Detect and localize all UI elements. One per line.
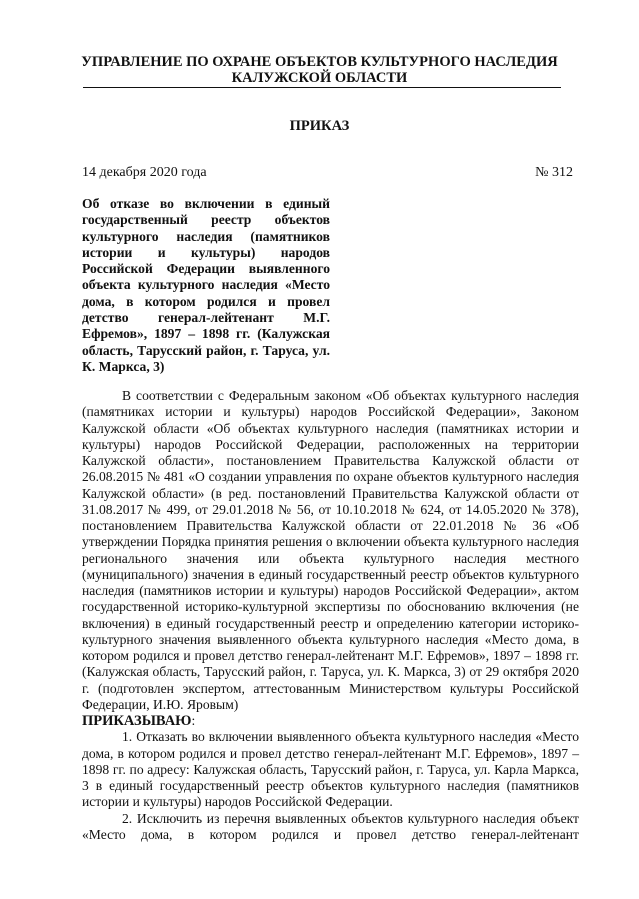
order-word-suffix: : xyxy=(191,713,196,728)
agency-name-line-2: КАЛУЖСКОЙ ОБЛАСТИ xyxy=(231,70,408,86)
order-item-2: 2. Исключить из перечня выявленных объектов культурного наследия объект «Место дома, в котором родился и провел детство генерал-лейтенант xyxy=(82,810,579,842)
document-number: № 312 xyxy=(535,165,573,180)
document-body xyxy=(82,388,579,843)
order-word-text: ПРИКАЗЫВАЮ xyxy=(82,713,192,729)
document-date: 14 декабря 2020 года xyxy=(82,165,207,180)
agency-name-line-1: УПРАВЛЕНИЕ ПО ОХРАНЕ ОБЪЕКТОВ КУЛЬТУРНОГО НАСЛЕДИЯ xyxy=(81,54,558,70)
document-subject: Об отказе во включении в единый государственный реестр объектов культурного наследия (памятников истории и культуры) народов Российской Федерации выявленного объекта культурного наследия «Место дома, в котором родился и провел детство генерал-лейтенант М.Г. Ефремов», 1897 – 1898 гг. (Калужская область, Тарусский район, г. Таруса, ул. К. Маркса, 3) xyxy=(82,196,330,374)
order-item-1: 1. Отказать во включении выявленного объекта культурного наследия «Место дома, в котором родился и провел детство генерал-лейтенант М.Г. Ефремов», 1897 – 1898 гг. по адресу: Калужская область, Тарусский район, г. Таруса, ул. Карла Маркса, 3 в единый государственный реестр объектов культурного наследия (памятников истории и культуры) народов Российской Федерации. xyxy=(82,729,579,810)
order-word xyxy=(82,713,579,729)
preamble-paragraph: В соответствии с Федеральным законом «Об объектах культурного наследия (памятниках истории и культуры) народов Российской Федерации», Законом Калужской области «Об объектах культурного наследия (памятниках истории и культуры) народов Российской Федерации, расположенных на территории Калужской области», постановлением Правительства Калужской области от 26.08.2015 № 481 «О создании управления по охране объектов культурного наследия Калужской области» (в ред. постановлений Правительства Калужской области от 31.08.2017 № 499, от 29.01.2018 № 56, от 10.10.2018 № 624, от 14.05.2020 № 378), постановлением Правительства Калужской области от 22.01.2018 № 36 «Об утверждении Порядка принятия решения о включении объекта культурного наследия регионального значения или объекта культурного наследия местного (муниципального) значения в единый государственный реестр объектов культурного наследия (памятников истории и культуры) народов Российской Федерации», актом государственной историко-культурной экспертизы по обоснованию включения (не включения) в единый государственный реестр и определению категории историко-культурного значения выявленного объекта культурного наследия «Место дома, в котором родился и провел детство генерал-лейтенант М.Г. Ефремов», 1897 – 1898 гг. (Калужская область, Тарусский район, г. Таруса, ул. К. Маркса, 3) от 29 октября 2020 г. (подготовлен экспертом, аттестованным Министерством культуры Российской Федерации, И.Ю. Яровым) xyxy=(82,388,579,712)
header-underline xyxy=(83,87,561,88)
document-type-title: ПРИКАЗ xyxy=(289,118,350,134)
